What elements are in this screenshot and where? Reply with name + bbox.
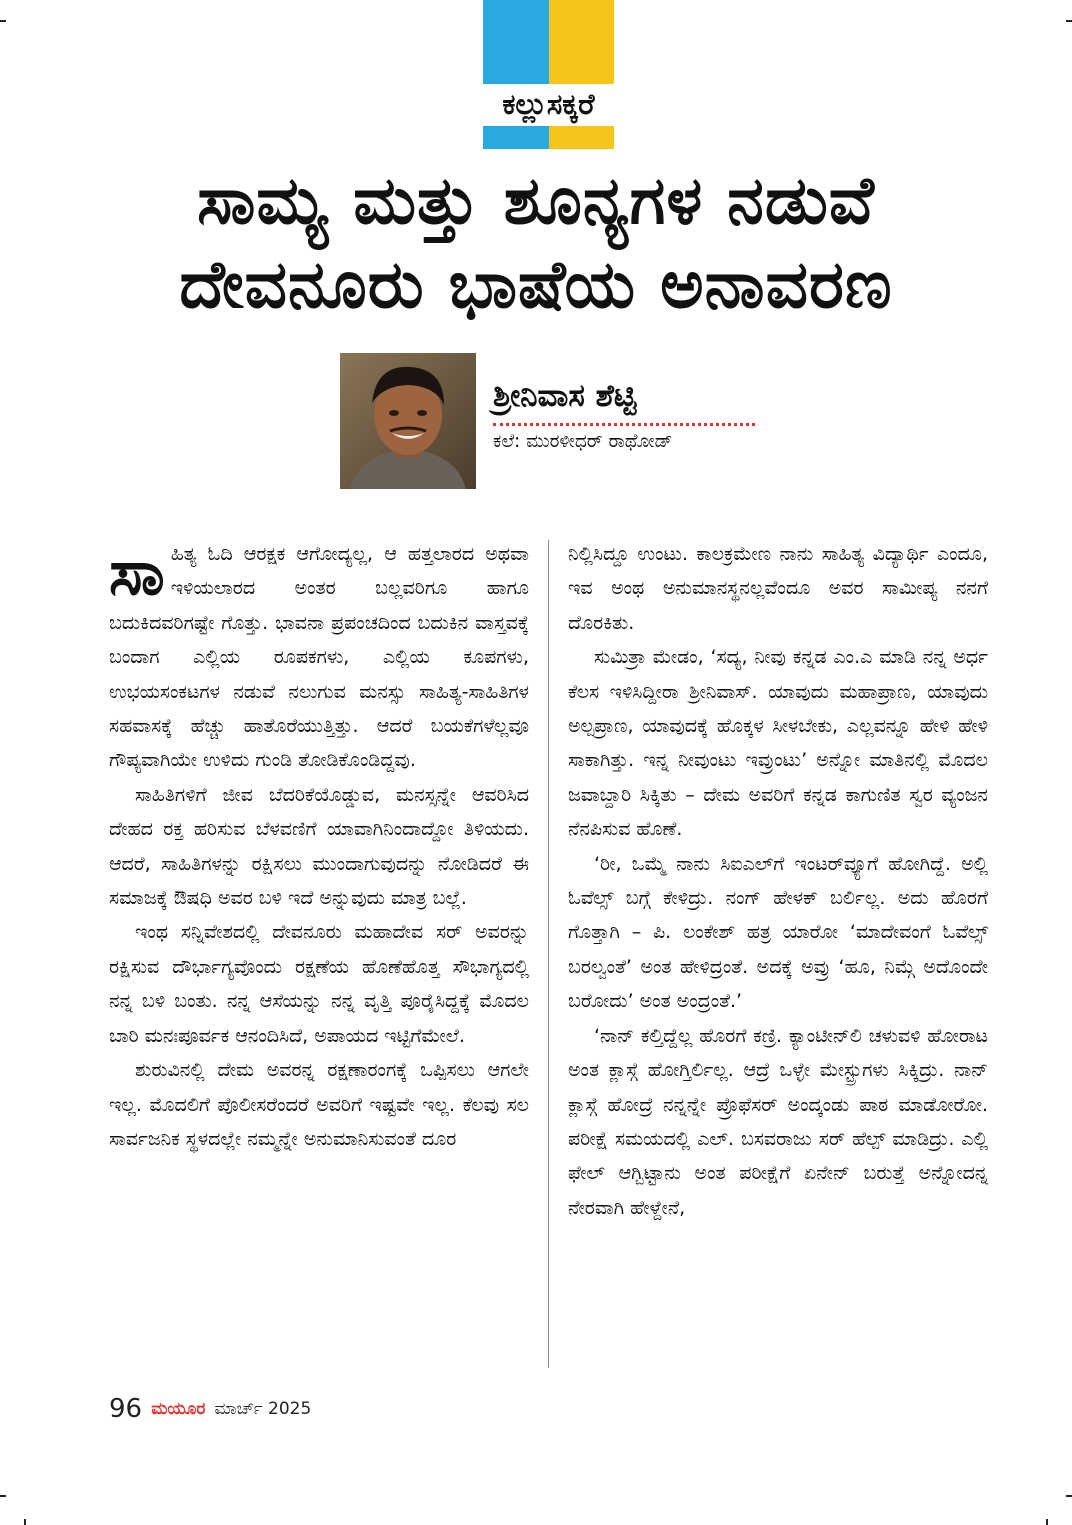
paragraph: ಸುಮಿತ್ರಾ ಮೇಡಂ, ‘ಸದ್ಯ, ನೀವು ಕನ್ನಡ ಎಂ.ಎ ಮಾಡಿ ನನ್ನ ಅರ್ಧ ಕೆಲಸ ಇಳಿಸಿದ್ದೀರಾ ಶ್ರೀನಿವಾಸ್. ಯಾವುದು ಮಹಾಪ್ರಾಣ, ಯಾವುದು ಅಲ್ಪಪ್ರಾಣ, ಯಾವುದಕ್ಕೆ ಹೊಕ್ಕಳ ಸೀಳಬೇಕು, ಎಲ್ಲವನ್ನೂ ಹೇಳಿ ಹೇಳಿ ಸಾಕಾಗಿತ್ತು. ಇನ್ನ ನೀವುಂಟು ಇವ್ರುಂಟು’ ಅನ್ನೋ ಮಾತಿನಲ್ಲಿ ಮೊದಲ ಜವಾಬ್ದಾರಿ ಸಿಕ್ಕಿತು – ದೇಮ ಅವರಿಗೆ ಕನ್ನಡ ಕಾಗುಣಿತ ಸ್ವರ ವ್ಯಂಜನ ನೆನಪಿಸುವ ಹೊಣೆ. <box>568 646 988 841</box>
page-footer <box>109 1394 311 1424</box>
paragraph: ನಿಲ್ಲಿಸಿದ್ದೂ ಉಂಟು. ಕಾಲಕ್ರಮೇಣ ನಾನು ಸಾಹಿತ್ಯ ವಿದ್ಯಾರ್ಥಿ ಎಂದೂ, ಇವ ಅಂಥ ಅನುಮಾನಸ್ಥನಲ್ಲವೆಂದೂ ಅವರ ಸಾಮೀಪ್ಯ ನನಗೆ ದೊರಕಿತು. <box>568 543 988 634</box>
art-credit: ಕಲೆ: ಮುರಳೀಧರ್ ರಾಥೋಡ್ <box>493 431 673 452</box>
byline-divider <box>493 423 755 426</box>
paragraph <box>109 537 529 778</box>
issue-date: ಮಾರ್ಚ್ 2025 <box>214 1399 312 1419</box>
logo-block-blue <box>483 0 549 84</box>
section-logo <box>483 0 614 149</box>
paragraph-text: ಹಿತ್ಯ ಓದಿ ಆರಕ್ಷಕ ಆಗೋದ್ಯಲ್ಲ, ಆ ಹತ್ತಲಾರದ ಅಥವಾ ಇಳಿಯಲಾರದ ಅಂತರ ಬಲ್ಲವರಿಗೂ ಹಾಗೂ ಬದುಕಿದವರಿಗಷ್ಟೇ ಗೊತ್ತು. ಭಾವನಾ ಪ್ರಪಂಚದಿಂದ ಬದುಕಿನ ವಾಸ್ತವಕ್ಕೆ ಬಂದಾಗ ಎಲ್ಲಿಯ ರೂಪಕಗಳು, ಎಲ್ಲಿಯ ಕೂಪಗಳು, ಉಭಯಸಂಕಟಗಳ ನಡುವೆ ನಲುಗುವ ಮನಸ್ಸು ಸಾಹಿತ್ಯ-ಸಾಹಿತಿಗಳ ಸಹವಾಸಕ್ಕೆ ಹೆಚ್ಚು ಹಾತೊರೆಯುತ್ತಿತ್ತು. ಆದರೆ ಬಯಕೆಗಳೆಲ್ಲವೂ ಗೌಪ್ಯವಾಗಿಯೇ ಉಳಿದು ಗುಂಡಿ ತೋಡಿಕೊಂಡಿದ್ದವು. <box>109 543 529 772</box>
crop-mark <box>1066 20 1072 22</box>
paragraph: ಇಂಥ ಸನ್ನಿವೇಶದಲ್ಲಿ ದೇವನೂರು ಮಹಾದೇವ ಸರ್ ಅವರನ್ನು ರಕ್ಷಿಸುವ ದೌರ್ಭಾಗ್ಯವೊಂದು ರಕ್ಷಣೆಯ ಹೊಣೆಹೊತ್ತ ಸೌಭಾಗ್ಯದಲ್ಲಿ ನನ್ನ ಬಳಿ ಬಂತು. ನನ್ನ ಆಸೆಯನ್ನು ನನ್ನ ವೃತ್ತಿ ಪೂರೈಸಿದ್ದಕ್ಕೆ ಮೊದಲ ಬಾರಿ ಮನಃಪೂರ್ವಕ ಆನಂದಿಸಿದೆ, ಅಪಾಯದ ಇಟ್ಟಿಗೆಮೇಲೆ. <box>109 921 529 1047</box>
column-divider <box>548 540 549 1368</box>
author-photo <box>340 353 476 489</box>
headline-line-2: ದೇವನೂರು ಭಾಷೆಯ ಅನಾವರಣ <box>179 246 893 323</box>
crop-mark <box>1046 1519 1048 1525</box>
article-column-left <box>109 537 529 1156</box>
logo-strip-yellow <box>549 126 614 149</box>
paragraph: ‘ನಾನ್ ಕಲ್ತಿದ್ದೆಲ್ಲ ಹೊರಗೆ ಕಣ್ರಿ. ಕ್ಯಾಂಟೀನ್‌ಲಿ ಚಳುವಳಿ ಹೋರಾಟ ಅಂತ ಕ್ಲಾಸ್ಗೆ ಹೋಗ್ತಿರ್ಲಿಲ್ಲ. ಆದ್ರೆ ಒಳ್ಳೇ ಮೇಸ್ಟ್ರುಗಳು ಸಿಕ್ಕಿದ್ರು. ನಾನ್ ಕ್ಲಾಸ್ಗೆ ಹೋದ್ರೆ ನನ್ನನ್ನೇ ಪ್ರೊಫೆಸರ್ ಅಂದ್ಕಂಡು ಪಾಠ ಮಾಡೋರೋ. ಪರೀಕ್ಷೆ ಸಮಯದಲ್ಲಿ ಎಲ್. ಬಸವರಾಜು ಸರ್ ಹೆಲ್ಪ್ ಮಾಡಿದ್ರು. ಎಲ್ಲಿ ಫೇಲ್ ಆಗ್ಬಿಟ್ಟಾನು ಅಂತ ಪರೀಕ್ಷೆಗೆ ಏನೇನ್ ಬರುತ್ತೆ ಅನ್ನೋದನ್ನ ನೇರವಾಗಿ ಹೇಳ್ದೇನೆ, <box>568 1024 988 1219</box>
page-number: 96 <box>109 1394 143 1424</box>
author-name: ಶ್ರೀನಿವಾಸ ಶೆಟ್ಟಿ <box>493 378 637 414</box>
article-column-right <box>568 537 988 1225</box>
logo-strip-blue <box>483 126 549 149</box>
drop-cap: ಸಾ <box>109 536 165 609</box>
crop-mark <box>24 1519 26 1525</box>
section-label: ಕಲ್ಲುಸಕ್ಕರೆ <box>502 87 595 121</box>
paragraph: ಸಾಹಿತಿಗಳಿಗೆ ಜೀವ ಬೆದರಿಕೆಯೊಡ್ಡುವ, ಮನಸ್ಸನ್ನೇ ಆವರಿಸಿದ ದೇಹದ ರಕ್ತ ಹರಿಸುವ ಬೆಳವಣಿಗೆ ಯಾವಾಗಿನಿಂದಾದ್ದೋ ತಿಳಿಯದು. ಆದರೆ, ಸಾಹಿತಿಗಳನ್ನು ರಕ್ಷಿಸಲು ಮುಂದಾಗುವುದನ್ನು ನೋಡಿದರೆ ಈ ಸಮಾಜಕ್ಕೆ ಔಷಧಿ ಅವರ ಬಳಿ ಇದೆ ಅನ್ನುವುದು ಮಾತ್ರ ಬಲ್ಲೆ. <box>109 783 529 910</box>
magazine-name: ಮಯೂರ <box>151 1399 206 1419</box>
paragraph: ಶುರುವಿನಲ್ಲಿ ದೇಮ ಅವರನ್ನ ರಕ್ಷಣಾರಂಗಕ್ಕೆ ಒಪ್ಪಿಸಲು ಆಗಲೇ ಇಲ್ಲ. ಮೊದಲಿಗೆ ಪೊಲೀಸರೆಂದರೆ ಅವರಿಗೆ ಇಷ್ಟವೇ ಇಲ್ಲ. ಕೆಲವು ಸಲ ಸಾರ್ವಜನಿಕ ಸ್ಥಳದಲ್ಲೇ ನಮ್ಮನ್ನೇ ಅನುಮಾನಿಸುವಂತೆ ದೂರ <box>109 1059 529 1150</box>
crop-mark <box>1066 1495 1072 1497</box>
crop-mark <box>0 20 6 22</box>
paragraph: ‘ರೀ, ಒಮ್ಮೆ ನಾನು ಸಿಐಎಲ್‌ಗೆ ಇಂಟರ್‌ವ್ಯೂಗೆ ಹೋಗಿದ್ದೆ. ಅಲ್ಲಿ ಓವೆಲ್ಸ್ ಬಗ್ಗೆ ಕೇಳಿದ್ರು. ನಂಗ್ ಹೇಳಕ್ ಬರ್ಲಿಲ್ಲ. ಅದು ಹೊರಗೆ ಗೊತ್ತಾಗಿ – ಪಿ. ಲಂಕೇಶ್ ಹತ್ರ ಯಾರೋ ‘ಮಾದೇವಂಗೆ ಓವೆಲ್ಸ್ ಬರಲ್ವಂತೆ’ ಅಂತ ಹೇಳಿದ್ರಂತೆ. ಅದಕ್ಕೆ ಅವ್ರು ‘ಹೂ, ನಿಮ್ಗೆ ಅದೊಂದೇ ಬರೋದು’ ಅಂತ ಅಂದ್ರಂತೆ.’ <box>568 852 988 1013</box>
headline-line-1: ಸಾಮ್ಯ ಮತ್ತು ಶೂನ್ಯಗಳ ನಡುವೆ <box>197 162 875 239</box>
crop-mark <box>0 1495 6 1497</box>
author-portrait-icon <box>340 353 476 489</box>
logo-block-yellow <box>549 0 614 84</box>
